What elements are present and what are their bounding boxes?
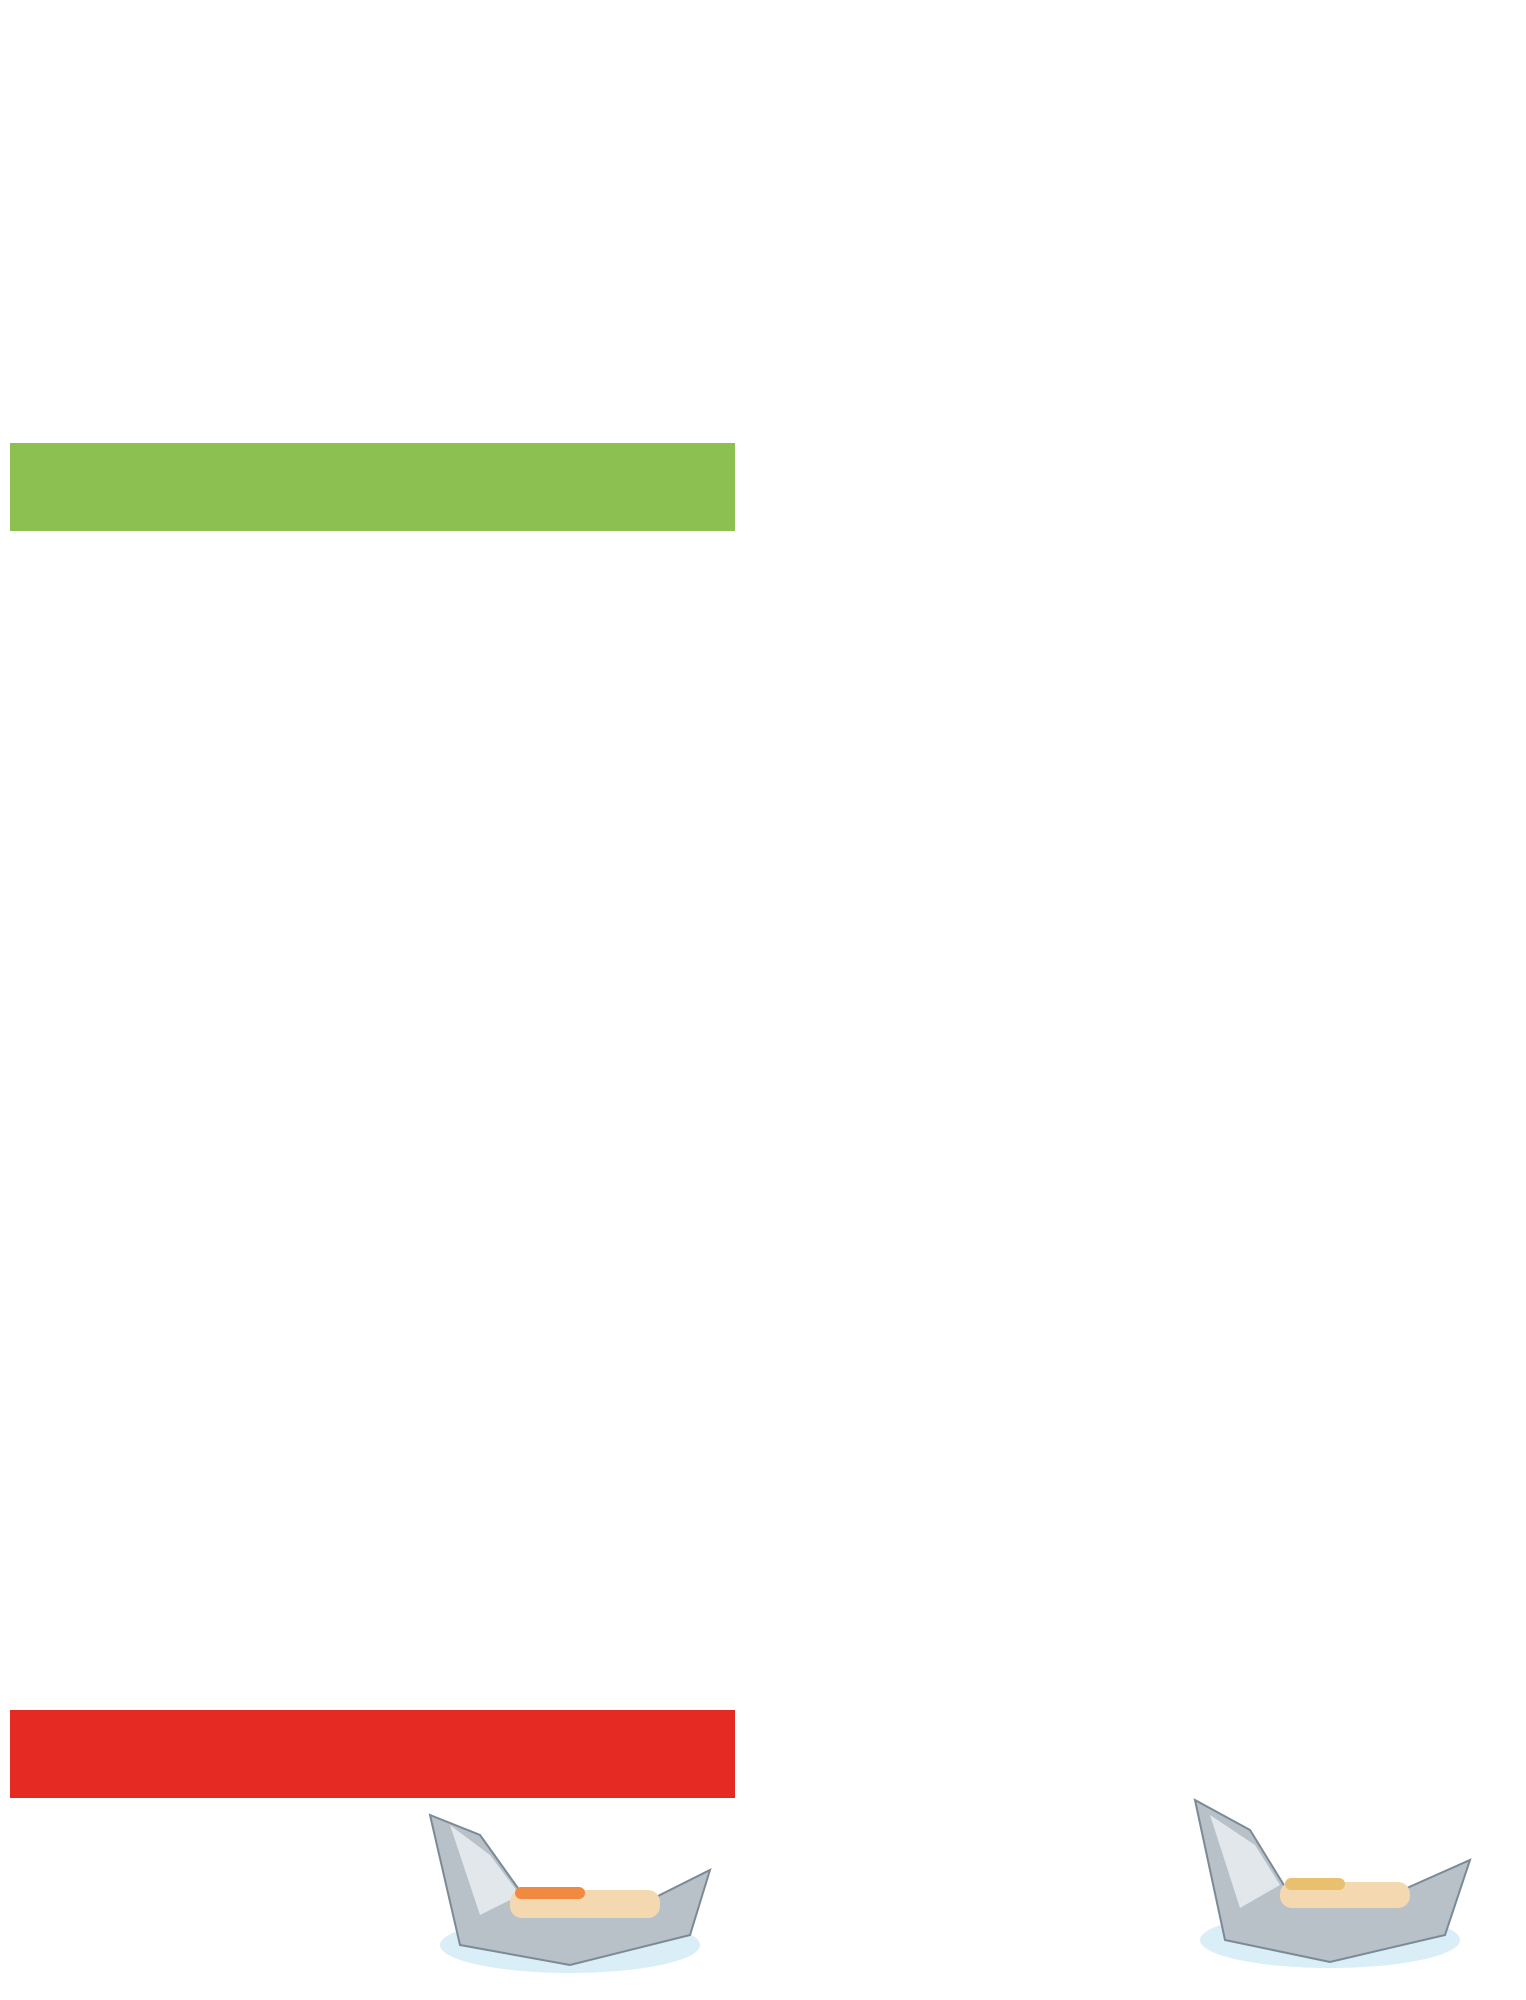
menu-item-dragon-b[interactable]	[758, 1815, 1118, 1823]
foil-plate-icon	[1180, 1790, 1480, 1980]
foil-plate-image	[1180, 1790, 1480, 1980]
foil-plate-icon	[420, 1795, 720, 1985]
foil-plate-image	[420, 1795, 720, 1985]
menu-item-dragon-a[interactable]	[15, 1815, 375, 1823]
flaming-banner	[10, 1710, 735, 1798]
deep-fried-banner	[10, 443, 735, 531]
